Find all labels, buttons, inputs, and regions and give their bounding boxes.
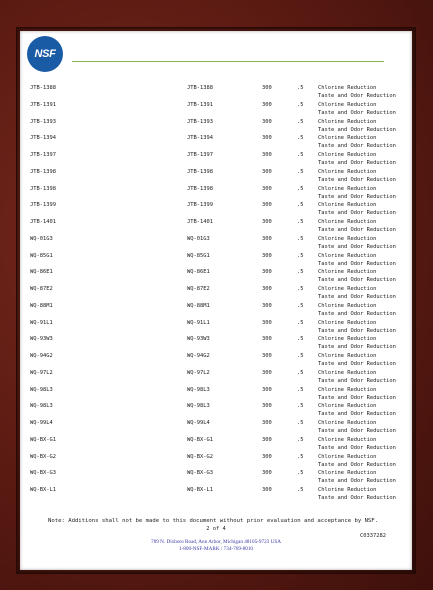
- claim-cell: Chlorine Reduction: [318, 235, 377, 242]
- nsf-logo: [27, 36, 63, 72]
- table-row: [20, 253, 412, 270]
- flow-rate-cell: .5: [297, 353, 304, 359]
- model-number-repeat-cell: WQ-BX-G2: [187, 453, 213, 460]
- model-number-repeat-cell: WQ-86E1: [187, 269, 210, 276]
- model-number-cell: JTB-1399: [30, 202, 56, 209]
- flow-rate-cell: .5: [297, 252, 304, 259]
- claim-cell: Taste and Odor Reduction: [318, 193, 396, 200]
- capacity-cell: 300: [262, 168, 272, 175]
- claim-cell: Chlorine Reduction: [318, 386, 377, 393]
- model-number-cell: WQ-99L4: [30, 420, 53, 426]
- model-number-repeat-cell: WQ-BX-G1: [187, 436, 213, 443]
- claim-cell: Taste and Odor Reduction: [318, 344, 396, 351]
- flow-rate-cell: .5: [297, 336, 304, 343]
- capacity-cell: 300: [262, 403, 272, 410]
- claim-cell: Taste and Odor Reduction: [318, 361, 396, 368]
- capacity-cell: 300: [262, 202, 272, 209]
- capacity-cell: 300: [262, 453, 272, 460]
- table-row: [20, 487, 412, 504]
- claim-cell: Taste and Odor Reduction: [318, 327, 396, 334]
- capacity-cell: 300: [262, 219, 272, 225]
- model-number-repeat-cell: JTB-1394: [187, 135, 213, 142]
- flow-rate-cell: .5: [297, 135, 304, 142]
- claim-cell: Taste and Odor Reduction: [318, 93, 396, 100]
- table-row: [20, 470, 412, 487]
- model-number-repeat-cell: WQ-87E2: [187, 286, 210, 292]
- model-number-repeat-cell: JTB-1397: [187, 152, 213, 158]
- model-number-cell: WQ-91L1: [30, 319, 53, 326]
- model-number-cell: JTB-1401: [30, 219, 56, 225]
- flow-rate-cell: .5: [297, 302, 304, 309]
- model-number-cell: JTB-1397: [30, 152, 56, 158]
- model-number-cell: WQ-97L2: [30, 369, 53, 376]
- model-number-cell: WQ-94G2: [30, 353, 53, 359]
- flow-rate-cell: .5: [297, 453, 304, 460]
- header-rule: [72, 61, 384, 62]
- document-id: C0337282: [360, 533, 386, 539]
- claim-cell: Chlorine Reduction: [318, 436, 377, 443]
- flow-rate-cell: .5: [297, 235, 304, 242]
- flow-rate-cell: .5: [297, 185, 304, 192]
- capacity-cell: 300: [262, 470, 272, 477]
- capacity-cell: 300: [262, 353, 272, 359]
- table-row: [20, 169, 412, 186]
- model-number-cell: WQ-93W3: [30, 336, 53, 343]
- flow-rate-cell: .5: [297, 269, 304, 276]
- flow-rate-cell: .5: [297, 152, 304, 158]
- phone-line: 1-800-NSF-MARK / 734-769-8010: [178, 546, 254, 552]
- flow-rate-cell: .5: [297, 101, 304, 108]
- flow-rate-cell: .5: [297, 369, 304, 376]
- claim-cell: Chlorine Reduction: [318, 185, 377, 192]
- flow-rate-cell: .5: [297, 436, 304, 443]
- table-row: [20, 269, 412, 286]
- model-number-cell: WQ-98L3: [30, 386, 53, 393]
- model-number-cell: JTB-1398: [30, 168, 56, 175]
- claim-cell: Chlorine Reduction: [318, 319, 377, 326]
- table-row: [20, 336, 412, 353]
- claim-cell: Chlorine Reduction: [318, 453, 377, 460]
- model-number-repeat-cell: WQ-BX-G3: [187, 470, 213, 477]
- model-number-repeat-cell: JTB-1398: [187, 185, 213, 192]
- table-row: [20, 437, 412, 454]
- claim-cell: Taste and Odor Reduction: [318, 310, 396, 317]
- model-number-repeat-cell: WQ-88M1: [187, 302, 210, 309]
- claim-cell: Taste and Odor Reduction: [318, 444, 396, 451]
- table-row: [20, 403, 412, 420]
- nsf-logo-text: NSF: [34, 48, 56, 60]
- claim-cell: Taste and Odor Reduction: [318, 411, 396, 418]
- page-number: 2 of 4: [206, 526, 226, 532]
- capacity-cell: 300: [262, 185, 272, 192]
- model-number-repeat-cell: WQ-94G2: [187, 353, 210, 359]
- capacity-cell: 300: [262, 420, 272, 426]
- capacity-cell: 300: [262, 269, 272, 276]
- table-row: [20, 119, 412, 136]
- model-number-cell: WQ-BX-L1: [30, 487, 56, 493]
- model-number-repeat-cell: WQ-98L3: [187, 403, 210, 410]
- model-number-cell: WQ-BX-G2: [30, 453, 56, 460]
- model-number-repeat-cell: WQ-91L1: [187, 319, 210, 326]
- claim-cell: Chlorine Reduction: [318, 420, 377, 426]
- claim-cell: Taste and Odor Reduction: [318, 394, 396, 401]
- table-row: [20, 135, 412, 152]
- model-number-repeat-cell: WQ-98L3: [187, 386, 210, 393]
- claim-cell: Taste and Odor Reduction: [318, 377, 396, 384]
- claim-cell: Chlorine Reduction: [318, 101, 377, 108]
- claim-cell: Taste and Odor Reduction: [318, 143, 396, 150]
- model-number-cell: WQ-BX-G3: [30, 470, 56, 477]
- claim-cell: Chlorine Reduction: [318, 336, 377, 343]
- flow-rate-cell: .5: [297, 168, 304, 175]
- table-row: [20, 152, 412, 169]
- claim-cell: Chlorine Reduction: [318, 152, 377, 158]
- model-number-cell: WQ-85G1: [30, 252, 53, 259]
- listing-table: [20, 85, 412, 504]
- model-number-repeat-cell: JTB-1393: [187, 118, 213, 125]
- claim-cell: Taste and Odor Reduction: [318, 461, 396, 468]
- nsf-address: [20, 539, 412, 553]
- capacity-cell: 300: [262, 118, 272, 125]
- flow-rate-cell: .5: [297, 202, 304, 209]
- model-number-cell: JTB-1388: [30, 85, 56, 91]
- table-row: [20, 102, 412, 119]
- capacity-cell: 300: [262, 152, 272, 158]
- claim-cell: Taste and Odor Reduction: [318, 227, 396, 234]
- claim-cell: Taste and Odor Reduction: [318, 243, 396, 250]
- model-number-cell: JTB-1398: [30, 185, 56, 192]
- claim-cell: Chlorine Reduction: [318, 470, 377, 477]
- table-row: [20, 320, 412, 337]
- claim-cell: Taste and Odor Reduction: [318, 176, 396, 183]
- capacity-cell: 300: [262, 319, 272, 326]
- claim-cell: Taste and Odor Reduction: [318, 495, 396, 502]
- table-row: [20, 202, 412, 219]
- certificate-page: [20, 31, 412, 570]
- claim-cell: Taste and Odor Reduction: [318, 277, 396, 284]
- flow-rate-cell: .5: [297, 487, 304, 493]
- model-number-cell: JTB-1394: [30, 135, 56, 142]
- flow-rate-cell: .5: [297, 420, 304, 426]
- claim-cell: Chlorine Reduction: [318, 369, 377, 376]
- table-row: [20, 236, 412, 253]
- capacity-cell: 300: [262, 487, 272, 493]
- model-number-cell: WQ-BX-G1: [30, 436, 56, 443]
- claim-cell: Taste and Odor Reduction: [318, 109, 396, 116]
- model-number-cell: WQ-86E1: [30, 269, 53, 276]
- model-number-repeat-cell: WQ-97L2: [187, 369, 210, 376]
- claim-cell: Taste and Odor Reduction: [318, 478, 396, 485]
- model-number-cell: JTB-1391: [30, 101, 56, 108]
- model-number-repeat-cell: JTB-1388: [187, 85, 213, 91]
- model-number-cell: WQ-88M1: [30, 302, 53, 309]
- claim-cell: Taste and Odor Reduction: [318, 160, 396, 167]
- flow-rate-cell: .5: [297, 219, 304, 225]
- table-row: [20, 353, 412, 370]
- address-line: 789 N. Dixboro Road, Ann Arbor, Michigan 48105-9723 USA: [151, 539, 281, 545]
- flow-rate-cell: .5: [297, 286, 304, 292]
- model-number-repeat-cell: WQ-85G1: [187, 252, 210, 259]
- claim-cell: Chlorine Reduction: [318, 353, 377, 359]
- claim-cell: Chlorine Reduction: [318, 219, 377, 225]
- claim-cell: Chlorine Reduction: [318, 202, 377, 209]
- table-row: [20, 186, 412, 203]
- capacity-cell: 300: [262, 85, 272, 91]
- model-number-repeat-cell: WQ-01G3: [187, 235, 210, 242]
- claim-cell: Taste and Odor Reduction: [318, 260, 396, 267]
- model-number-repeat-cell: WQ-93W3: [187, 336, 210, 343]
- capacity-cell: 300: [262, 436, 272, 443]
- claim-cell: Taste and Odor Reduction: [318, 294, 396, 301]
- capacity-cell: 300: [262, 252, 272, 259]
- model-number-repeat-cell: JTB-1401: [187, 219, 213, 225]
- model-number-repeat-cell: JTB-1399: [187, 202, 213, 209]
- table-row: [20, 387, 412, 404]
- model-number-repeat-cell: JTB-1398: [187, 168, 213, 175]
- model-number-repeat-cell: WQ-BX-L1: [187, 487, 213, 493]
- claim-cell: Taste and Odor Reduction: [318, 428, 396, 435]
- table-row: [20, 286, 412, 303]
- claim-cell: Chlorine Reduction: [318, 168, 377, 175]
- claim-cell: Taste and Odor Reduction: [318, 126, 396, 133]
- capacity-cell: 300: [262, 336, 272, 343]
- claim-cell: Chlorine Reduction: [318, 118, 377, 125]
- table-row: [20, 303, 412, 320]
- model-number-repeat-cell: WQ-99L4: [187, 420, 210, 426]
- table-row: [20, 420, 412, 437]
- model-number-repeat-cell: JTB-1391: [187, 101, 213, 108]
- claim-cell: Chlorine Reduction: [318, 403, 377, 410]
- capacity-cell: 300: [262, 302, 272, 309]
- table-row: [20, 85, 412, 102]
- flow-rate-cell: .5: [297, 118, 304, 125]
- model-number-cell: WQ-98L3: [30, 403, 53, 410]
- capacity-cell: 300: [262, 101, 272, 108]
- capacity-cell: 300: [262, 386, 272, 393]
- footer-note: Note: Additions shall not be made to this document without prior evaluation and acceptance by NSF.: [48, 518, 379, 524]
- capacity-cell: 300: [262, 286, 272, 292]
- flow-rate-cell: .5: [297, 319, 304, 326]
- table-row: [20, 454, 412, 471]
- flow-rate-cell: .5: [297, 386, 304, 393]
- flow-rate-cell: .5: [297, 403, 304, 410]
- claim-cell: Chlorine Reduction: [318, 252, 377, 259]
- claim-cell: Chlorine Reduction: [318, 135, 377, 142]
- capacity-cell: 300: [262, 135, 272, 142]
- model-number-cell: JTB-1393: [30, 118, 56, 125]
- claim-cell: Taste and Odor Reduction: [318, 210, 396, 217]
- table-row: [20, 370, 412, 387]
- claim-cell: Chlorine Reduction: [318, 487, 377, 493]
- capacity-cell: 300: [262, 235, 272, 242]
- table-row: [20, 219, 412, 236]
- model-number-cell: WQ-87E2: [30, 286, 53, 292]
- claim-cell: Chlorine Reduction: [318, 302, 377, 309]
- claim-cell: Chlorine Reduction: [318, 269, 377, 276]
- flow-rate-cell: .5: [297, 85, 304, 91]
- claim-cell: Chlorine Reduction: [318, 85, 377, 91]
- claim-cell: Chlorine Reduction: [318, 286, 377, 292]
- capacity-cell: 300: [262, 369, 272, 376]
- model-number-cell: WQ-01G3: [30, 235, 53, 242]
- flow-rate-cell: .5: [297, 470, 304, 477]
